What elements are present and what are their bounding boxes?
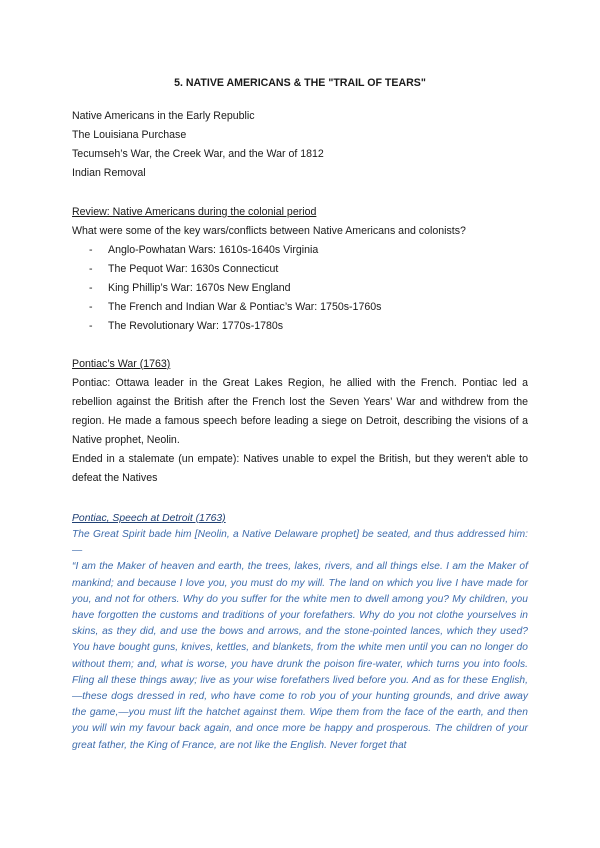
list-item: - King Phillip’s War: 1670s New England — [72, 279, 528, 298]
pontiac-outcome-paragraph: Ended in a stalemate (un empate): Natives unable to expel the British, but they weren't able to defeat the Natives — [72, 453, 528, 484]
pontiac-paragraph: Pontiac: Ottawa leader in the Great Lakes Region, he allied with the French. Pontiac led a rebellion against the British after the French lost the Seven Years’ War and withdrew from the region. He made a famous speech before leading a siege on Detroit, describing the visions of a Native prophet, Neolin. — [72, 377, 528, 446]
topic-item: Native Americans in the Early Republic — [72, 110, 255, 122]
dash-bullet: - — [89, 320, 93, 332]
speech-heading: Pontiac, Speech at Detroit (1763) — [72, 513, 226, 524]
topics-list — [72, 107, 528, 183]
dash-bullet: - — [89, 244, 93, 256]
speech-intro: The Great Spirit bade him [Neolin, a Native Delaware prophet] be seated, and thus addressed him:— — [72, 529, 528, 557]
dash-bullet: - — [89, 301, 93, 313]
speech-section — [72, 511, 528, 754]
list-item: - Anglo-Powhatan Wars: 1610s-1640s Virginia — [72, 241, 528, 260]
dash-bullet: - — [89, 282, 93, 294]
list-item: - The French and Indian War & Pontiac’s War: 1750s-1760s — [72, 298, 528, 317]
wars-list — [72, 241, 528, 336]
page-title: 5. NATIVE AMERICANS & THE "TRAIL OF TEARS" — [174, 77, 426, 89]
pontiac-heading: Pontiac’s War (1763) — [72, 358, 171, 370]
topic-item: The Louisiana Purchase — [72, 129, 187, 141]
speech-body: “I am the Maker of heaven and earth, the trees, lakes, rivers, and all things else. I am the Maker of mankind; and because I love you, you must do my will. The land on which you live I have made for you, and not for others. Why do you suffer for the white men to dwell among you? My children, you have forgotten the customs and traditions of your forefathers. Why do you not clothe yourselves in skins, as they did, and use the bows and arrows, and the stone-pointed lances, which they used? You have bought guns, knives, kettles, and blankets, from the white men until you can no longer do without them; and, what is worse, you have drunk the poison fire-water, which turns you into fools. Fling all these things away; live as your wise forefathers lived before you. And as for these English,—these dogs dressed in red, who have come to rob you of your hunting grounds, and drive away the game,—you must lift the hatchet against them. Wipe them from the face of the earth, and then you will win my favour back again, and once more be happy and prosperous. The children of your great father, the King of France, are not like the English. Never forget that — [72, 561, 528, 751]
review-heading: Review: Native Americans during the colonial period — [72, 206, 317, 218]
list-item: - The Revolutionary War: 1770s-1780s — [72, 317, 528, 336]
dash-bullet: - — [89, 263, 93, 275]
topic-item: Indian Removal — [72, 167, 146, 179]
list-item: - The Pequot War: 1630s Connecticut — [72, 260, 528, 279]
topic-item: Tecumseh’s War, the Creek War, and the War of 1812 — [72, 148, 324, 160]
review-question: What were some of the key wars/conflicts between Native Americans and colonists? — [72, 225, 466, 237]
pontiac-section — [72, 355, 528, 488]
review-section — [72, 203, 528, 336]
